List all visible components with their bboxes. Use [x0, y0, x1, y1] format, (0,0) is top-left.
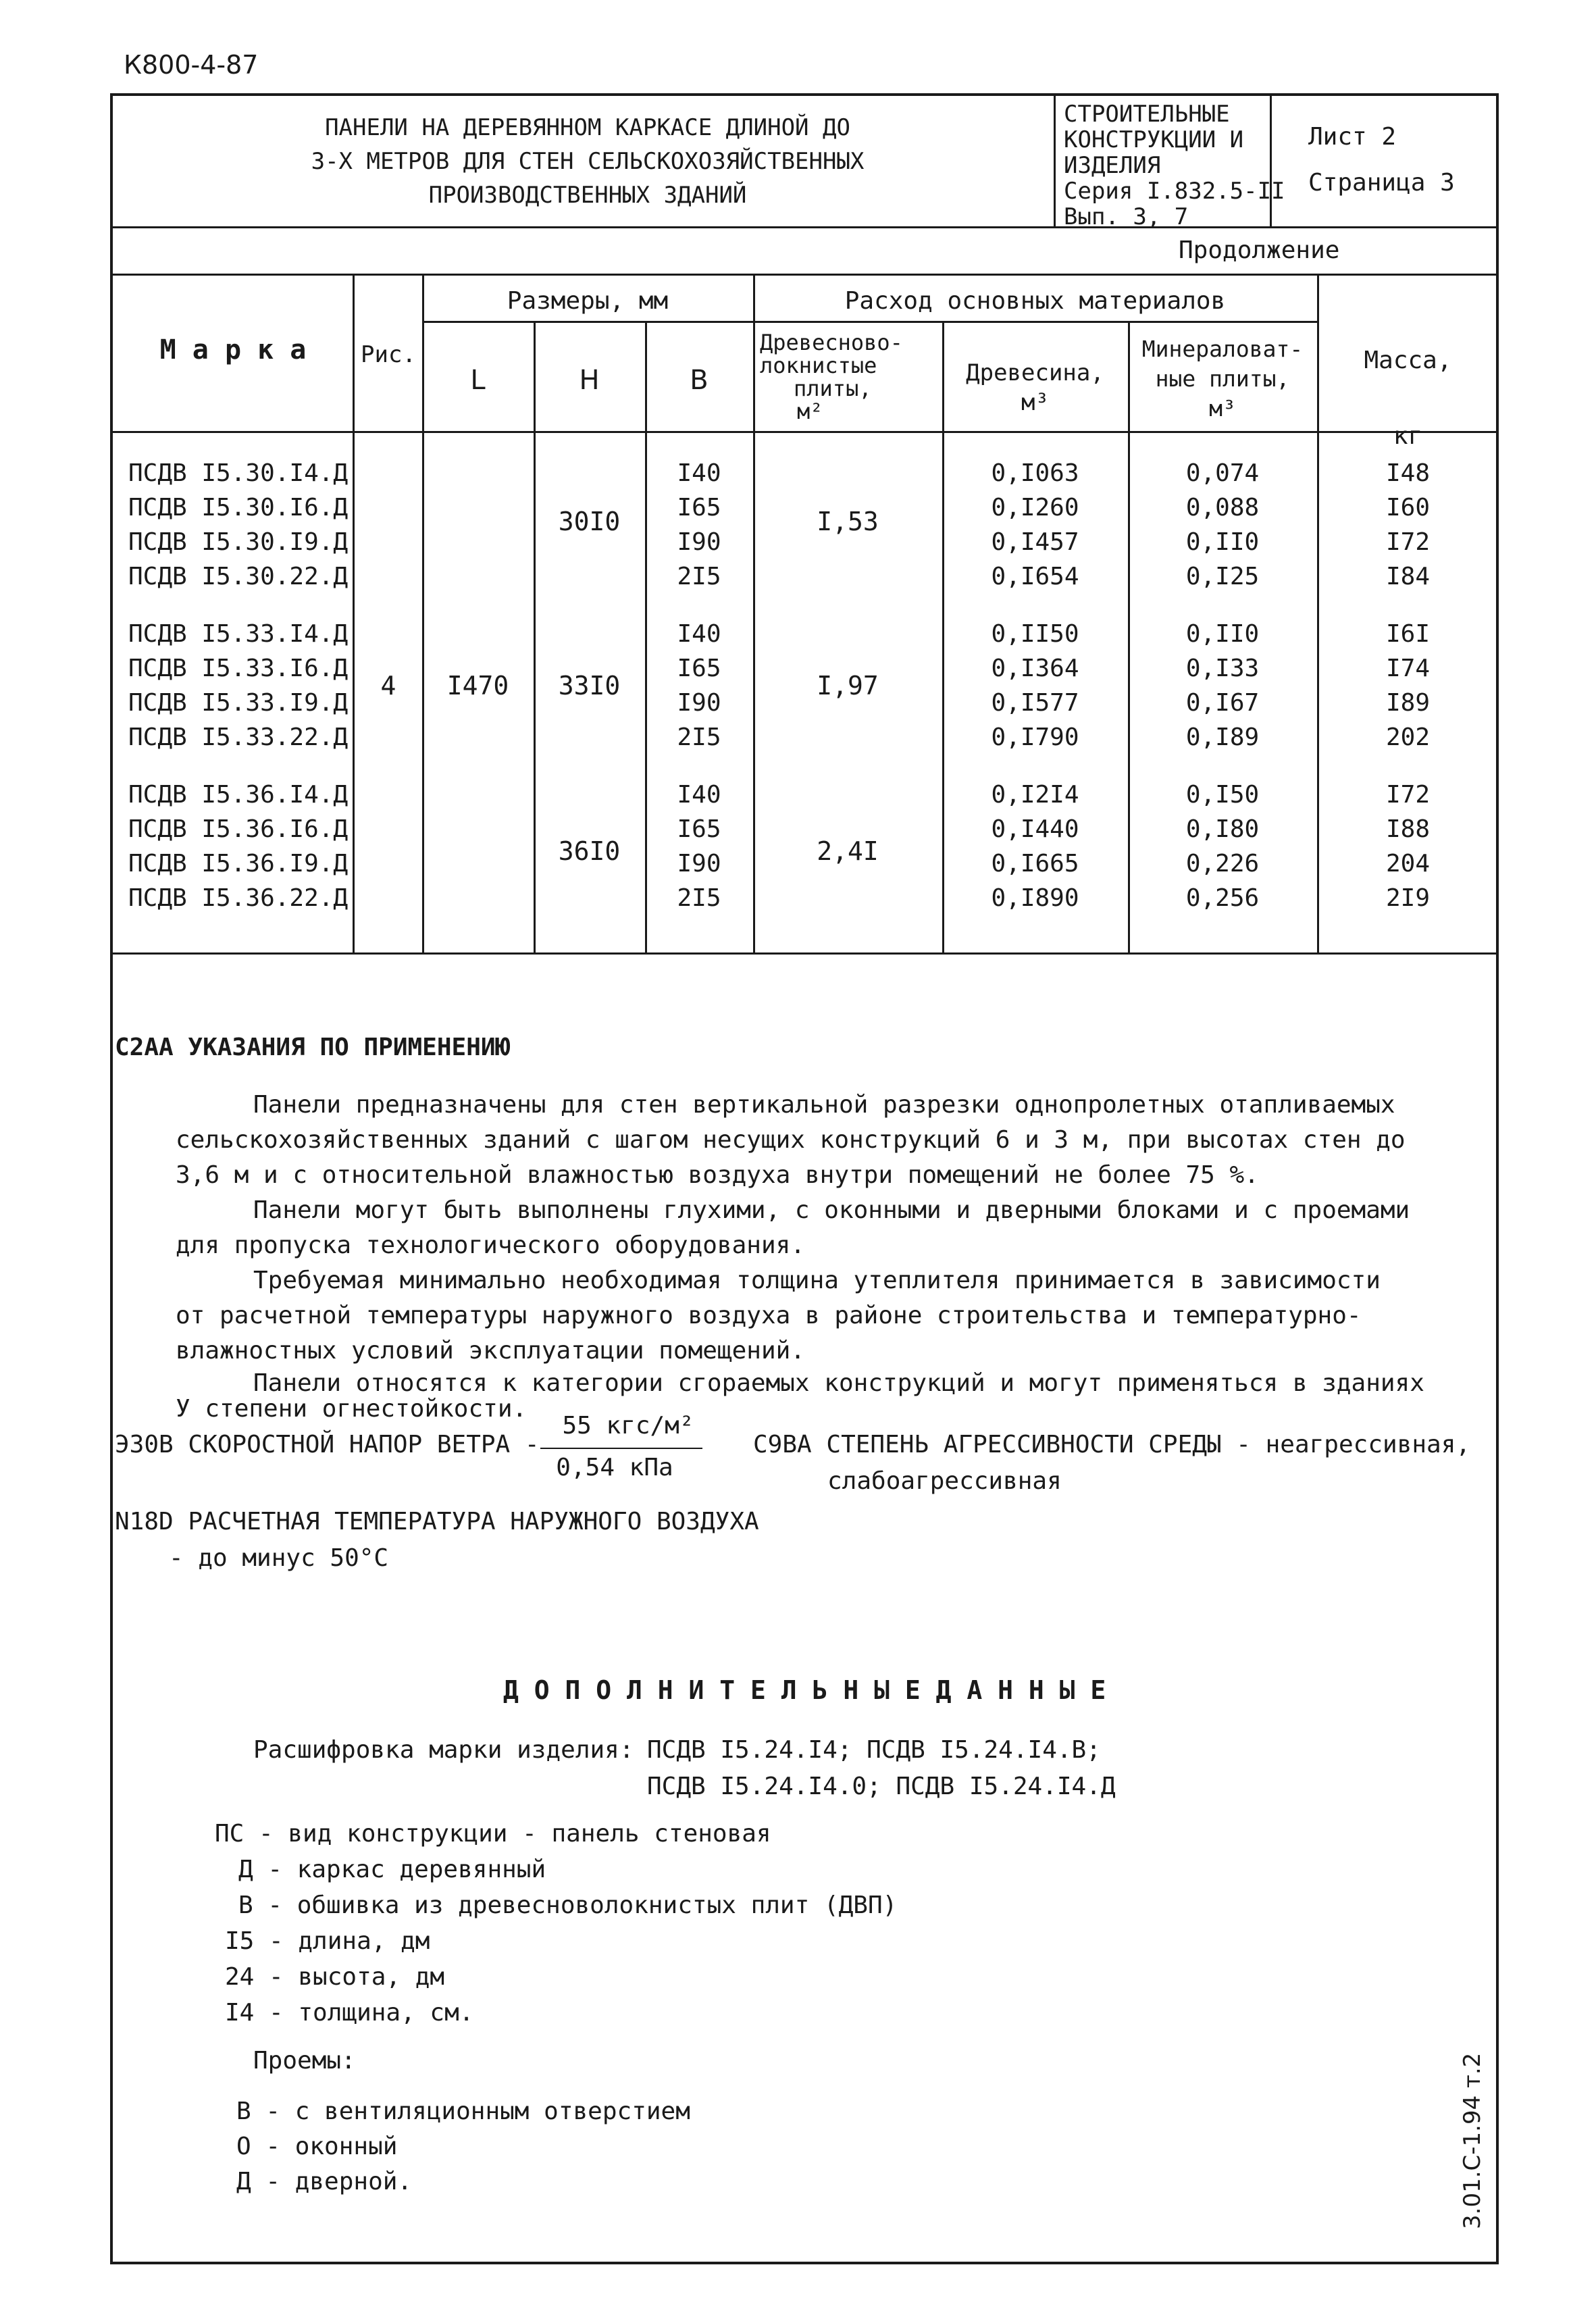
aggr-label — [753, 1431, 1470, 1458]
para-1-line-1: Панели предназначены для стен вертикальной разрезки однопролетных отапливаемых — [253, 1091, 1395, 1119]
wood-h1: Древесина, — [966, 359, 1104, 386]
column-mineral — [1128, 456, 1317, 915]
cell-B: 2I5 — [677, 723, 721, 751]
cell-mass: 2I9 — [1385, 884, 1431, 912]
table-row-mark: ПСДВ I5.30.I4.Д — [128, 459, 349, 487]
cell-wood: 0,I364 — [991, 655, 1079, 682]
cell-B: I40 — [677, 781, 721, 809]
column-B — [645, 456, 753, 915]
column-marks — [128, 456, 348, 915]
table-row-mark: ПСДВ I5.36.I4.Д — [128, 781, 349, 809]
cell-wood: 0,I577 — [991, 689, 1079, 717]
cell-mineral: 0,I25 — [1185, 563, 1260, 590]
cell-mass: I60 — [1385, 494, 1431, 522]
sheet-number: Лист 2 — [1308, 123, 1397, 151]
list-item: В - обшивка из древесноволокнистых плит (ДВП) — [238, 1891, 898, 1919]
cell-H-group-2: 33I0 — [558, 671, 621, 701]
col-header-sizes: Размеры, мм — [507, 287, 669, 315]
cell-B: 2I5 — [677, 563, 721, 590]
cell-wood: 0,I457 — [991, 528, 1079, 556]
cell-mineral: 0,I33 — [1185, 655, 1260, 682]
wood-h2: м³ — [1021, 389, 1049, 416]
header-title — [135, 111, 1040, 212]
temp-text: РАСЧЕТНАЯ ТЕМПЕРАТУРА НАРУЖНОГО ВОЗДУХА — [188, 1508, 759, 1535]
col-header-mass — [1317, 323, 1499, 474]
table-row-mark: ПСДВ I5.33.I9.Д — [128, 689, 349, 717]
cell-mineral: 0,I89 — [1185, 723, 1260, 751]
table-row-mark: ПСДВ I5.33.I4.Д — [128, 620, 349, 648]
extra-heading: Д О П О Л Н И Т Е Л Ь Н Ы Е Д А Н Н Ы Е — [503, 1675, 1106, 1705]
col-header-consumption: Расход основных материалов — [844, 287, 1226, 315]
openings-heading: Проемы: — [253, 2047, 356, 2075]
decode-line-2: ПСДВ I5.24.I4.0; ПСДВ I5.24.I4.Д — [647, 1773, 1116, 1800]
fiber-h2: локнистые — [760, 353, 877, 378]
para-1-line-3: 3,6 м и с относительной влажностью воздуха внутри помещений не более 75 %. — [176, 1161, 1259, 1189]
cell-fiber-group-1: I,53 — [817, 507, 879, 536]
fiber-h1: Древесново- — [760, 330, 903, 355]
mineral-h1: Минераловат- — [1141, 336, 1304, 362]
fiber-h4: м² — [797, 399, 823, 424]
cell-mass: I88 — [1385, 815, 1431, 843]
cell-mineral: 0,256 — [1185, 884, 1260, 912]
col-header-L: L — [470, 365, 486, 396]
header-divider-1 — [1054, 93, 1056, 226]
table-row-mark: ПСДВ I5.36.I6.Д — [128, 815, 349, 843]
decode-line-1: ПСДВ I5.24.I4; ПСДВ I5.24.I4.В; — [647, 1736, 1101, 1764]
list-item: Д - каркас деревянный — [238, 1856, 546, 1883]
cell-mass: I48 — [1385, 459, 1431, 487]
col-header-wood — [942, 358, 1128, 417]
title-line-3: ПРОИЗВОДСТВЕННЫХ ЗДАНИЙ — [428, 182, 747, 209]
cell-mineral: 0,II0 — [1185, 620, 1260, 648]
cell-H-group-3: 36I0 — [558, 836, 621, 866]
para-3-line-3: влажностных условий эксплуатации помещений. — [176, 1337, 805, 1365]
para-1-line-2: сельскохозяйственных зданий с шагом несущих конструкций 6 и 3 м, при высотах стен до — [176, 1126, 1406, 1154]
cell-wood: 0,I063 — [991, 459, 1079, 487]
cell-wood: 0,I790 — [991, 723, 1079, 751]
para-3-line-2: от расчетной температуры наружного воздуха в районе строительства и температурно- — [176, 1302, 1362, 1329]
table-row-mark: ПСДВ I5.36.I9.Д — [128, 850, 349, 878]
wind-code: Э30В — [115, 1431, 174, 1458]
cell-B: I65 — [677, 815, 721, 843]
cell-mineral: 0,226 — [1185, 850, 1260, 878]
wind-label — [115, 1431, 540, 1458]
cell-B: I65 — [677, 494, 721, 522]
cell-mass: 202 — [1385, 723, 1431, 751]
cell-fiber-group-2: I,97 — [817, 671, 879, 701]
usage-paragraphs — [176, 1088, 1459, 1423]
cell-B: I65 — [677, 655, 721, 682]
series-line-4: Серия I.832.5-II — [1064, 178, 1285, 205]
series-line-2: КОНСТРУКЦИИ И — [1064, 126, 1244, 153]
cell-wood: 0,I440 — [991, 815, 1079, 843]
cell-wood: 0,I654 — [991, 563, 1079, 590]
table-row-mark: ПСДВ I5.33.I6.Д — [128, 655, 349, 682]
table-row-mark: ПСДВ I5.36.22.Д — [128, 884, 349, 912]
continuation-line — [110, 274, 1499, 276]
table-row-mark: ПСДВ I5.33.22.Д — [128, 723, 349, 751]
list-item: В - с вентиляционным отверстием — [236, 2098, 690, 2125]
col-header-fiber — [760, 331, 903, 423]
para-2-line-2: для пропуска технологического оборудования. — [176, 1231, 805, 1259]
temp-code: N18D — [115, 1508, 174, 1535]
cell-mass: I74 — [1385, 655, 1431, 682]
para-4-line-1: Панели относятся к категории сгораемых конструкций и могут применяться в зданиях — [253, 1369, 1424, 1397]
wind-text: СКОРОСТНОЙ НАПОР ВЕТРА - — [188, 1431, 540, 1458]
decode-label: Расшифровка марки изделия: — [253, 1736, 634, 1764]
cell-mineral: 0,074 — [1185, 459, 1260, 487]
list-item: 24 - высота, дм — [225, 1963, 445, 1991]
cell-mass: I72 — [1385, 781, 1431, 809]
cell-L: I470 — [446, 671, 509, 701]
side-stamp: 3.01.С-1.94 т.2 — [1459, 2052, 1486, 2229]
cell-B: I90 — [677, 689, 721, 717]
col-line-fig — [353, 274, 355, 952]
aggr-text: СТЕПЕНЬ АГРЕССИВНОСТИ СРЕДЫ - неагрессивная, — [826, 1431, 1471, 1458]
cell-H-group-1: 30I0 — [558, 507, 621, 536]
usage-code: С2АА — [115, 1034, 174, 1061]
list-item: I4 - толщина, см. — [225, 1999, 474, 2027]
title-line-2: 3-Х МЕТРОВ ДЛЯ СТЕН СЕЛЬСКОХОЗЯЙСТВЕННЫХ — [311, 148, 865, 175]
col-header-mineral — [1128, 334, 1317, 424]
col-header-B: В — [690, 365, 709, 396]
header-bottom-line — [110, 226, 1499, 228]
cell-fig: 4 — [380, 671, 396, 701]
cell-mineral: 0,I67 — [1185, 689, 1260, 717]
series-line-3: ИЗДЕЛИЯ — [1064, 152, 1161, 179]
temp-label — [115, 1508, 759, 1535]
cell-wood: 0,I260 — [991, 494, 1079, 522]
cell-mineral: 0,I80 — [1185, 815, 1260, 843]
series-block — [1064, 101, 1285, 230]
cell-wood: 0,II50 — [991, 620, 1079, 648]
column-wood — [942, 456, 1128, 915]
cell-B: I40 — [677, 459, 721, 487]
list-item: ПС - вид конструкции - панель стеновая — [215, 1820, 771, 1848]
mineral-h3: м³ — [1209, 395, 1236, 422]
mass-h1: Масса, — [1364, 347, 1452, 374]
wind-fraction-line — [540, 1448, 702, 1449]
temp-value: - до минус 50°С — [169, 1544, 389, 1572]
para-3-line-1: Требуемая минимально необходимая толщина утеплителя принимается в зависимости — [253, 1267, 1381, 1294]
continuation-label: Продолжение — [1179, 236, 1340, 264]
wind-value-bottom: 0,54 кПа — [556, 1454, 673, 1481]
list-item: I5 - длина, дм — [225, 1927, 430, 1955]
cell-wood: 0,I2I4 — [991, 781, 1079, 809]
cell-mass: 204 — [1385, 850, 1431, 878]
fiber-h3: плиты, — [794, 376, 872, 401]
usage-title: УКАЗАНИЯ ПО ПРИМЕНЕНИЮ — [188, 1034, 511, 1061]
wind-value-top: 55 кгс/м² — [562, 1412, 694, 1440]
cell-mineral: 0,088 — [1185, 494, 1260, 522]
table-header-bottom — [110, 431, 1499, 433]
cell-mass: I72 — [1385, 528, 1431, 556]
table-row-mark: ПСДВ I5.30.22.Д — [128, 563, 349, 590]
page-number: Страница 3 — [1308, 169, 1455, 197]
cell-mass: I89 — [1385, 689, 1431, 717]
mineral-h2: ные плиты, — [1155, 365, 1290, 392]
openings-list — [236, 2094, 690, 2200]
usage-heading — [115, 1034, 510, 1061]
table-row-mark: ПСДВ I5.30.I9.Д — [128, 528, 349, 556]
series-line-5: Вып. 3, 7 — [1064, 203, 1189, 230]
cell-mass: I6I — [1385, 620, 1431, 648]
list-item: О - оконный — [236, 2133, 398, 2160]
col-header-fig: Рис. — [361, 341, 416, 368]
table-bottom — [110, 952, 1499, 955]
cell-mineral: 0,I50 — [1185, 781, 1260, 809]
legend-list — [215, 1816, 897, 2031]
cell-B: 2I5 — [677, 884, 721, 912]
cell-fiber-group-3: 2,4I — [817, 836, 879, 866]
title-line-1: ПАНЕЛИ НА ДЕРЕВЯННОМ КАРКАСЕ ДЛИНОЙ ДО — [325, 114, 850, 141]
aggr-value-2: слабоагрессивная — [827, 1467, 1062, 1495]
cell-B: I40 — [677, 620, 721, 648]
column-mass — [1317, 456, 1499, 915]
cell-B: I90 — [677, 850, 721, 878]
list-item: Д - дверной. — [236, 2168, 413, 2195]
para-4-line-2: У степени огнестойкости. — [176, 1395, 527, 1423]
cell-B: I90 — [677, 528, 721, 556]
table-row-mark: ПСДВ I5.30.I6.Д — [128, 494, 349, 522]
header-subline — [422, 321, 1317, 323]
col-header-mark: М а р к а — [159, 334, 307, 365]
series-line-1: СТРОИТЕЛЬНЫЕ — [1064, 101, 1230, 128]
cell-mass: I84 — [1385, 563, 1431, 590]
document-code: К800-4-87 — [124, 50, 259, 80]
col-header-H: Н — [579, 365, 600, 396]
aggr-code: С9ВА — [753, 1431, 812, 1458]
cell-mineral: 0,II0 — [1185, 528, 1260, 556]
cell-wood: 0,I890 — [991, 884, 1079, 912]
para-2-line-1: Панели могут быть выполнены глухими, с оконными и дверными блоками и с проемами — [253, 1196, 1410, 1224]
cell-wood: 0,I665 — [991, 850, 1079, 878]
mass-h2: кг — [1393, 422, 1423, 450]
